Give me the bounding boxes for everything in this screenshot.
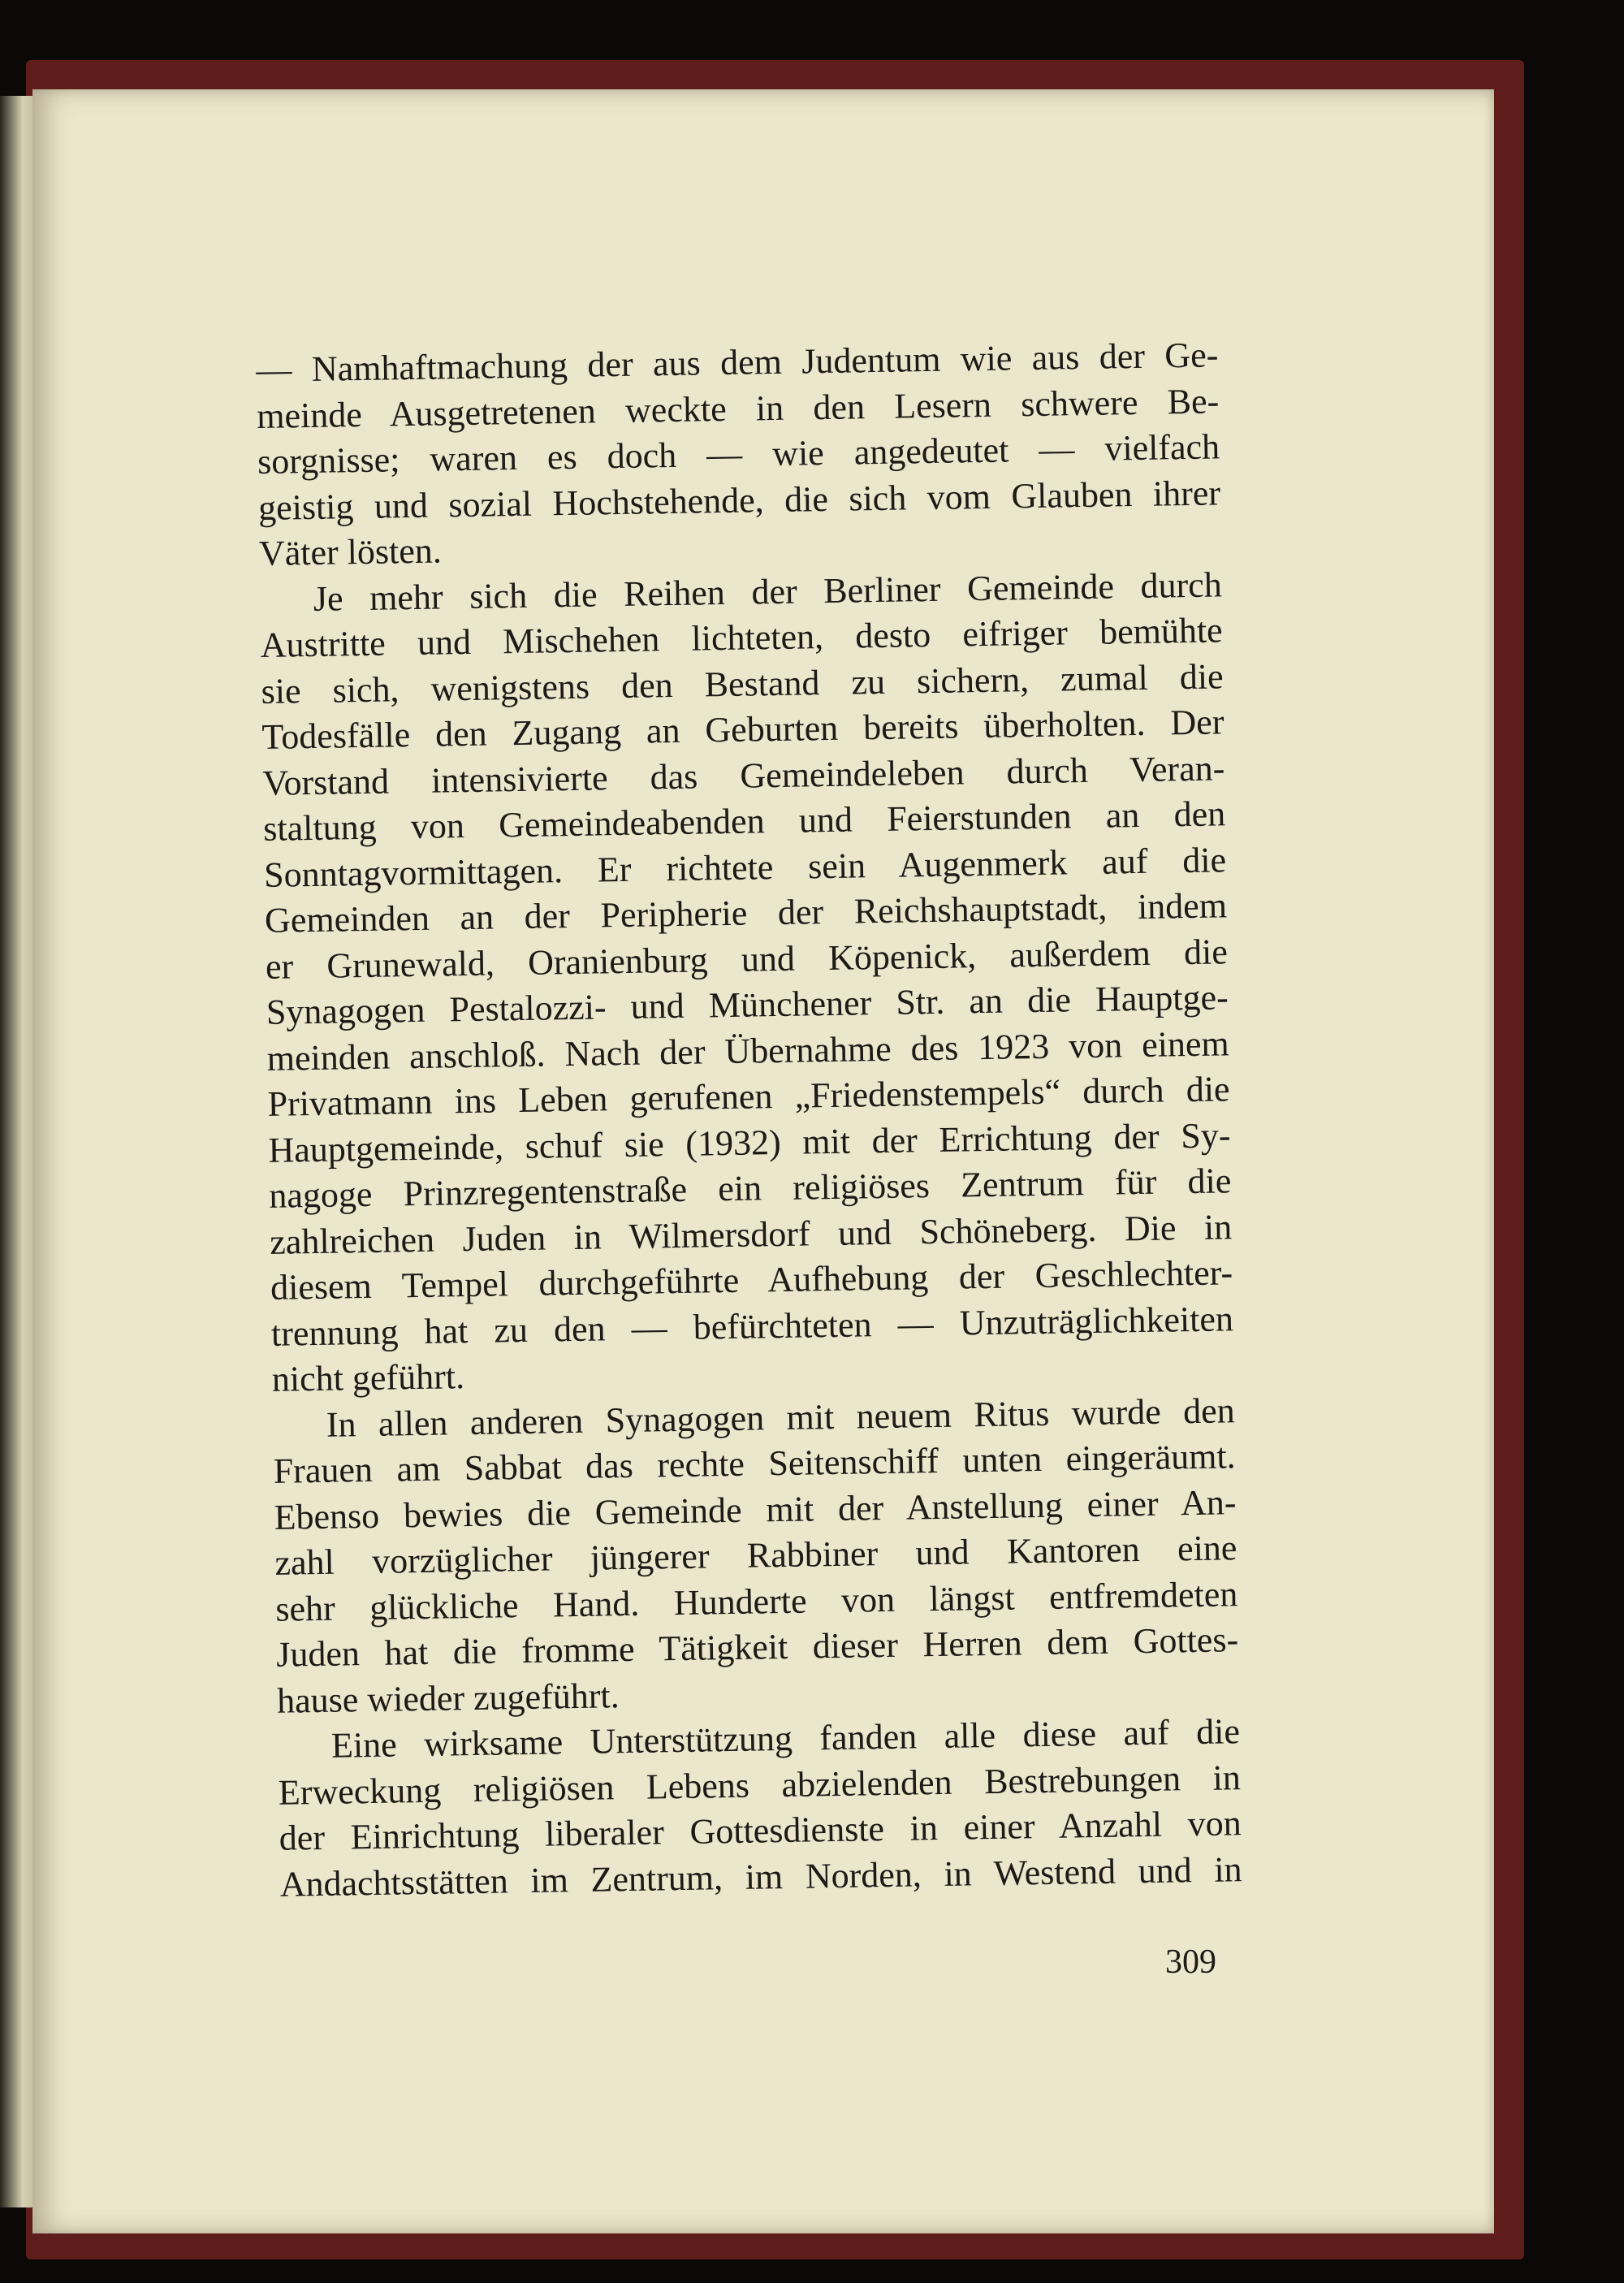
text-line: Privatmann ins Leben gerufenen „Friedenstempels“ durch die [267,1069,1230,1124]
previous-page-edge [0,96,32,2207]
paragraph-3 [272,1388,1239,1724]
page-number: 309 [1165,1944,1216,1981]
text-line: Sonntagvormittagen. Er richtete sein Augenmerk auf die [263,839,1227,895]
text-line: hause wieder zugeführt. [276,1675,620,1721]
text-line: meinden anschloß. Nach der Übernahme des 1923 von einem [266,1023,1229,1079]
text-line: Eine wirksame Unterstützung fanden alle diese auf die [330,1711,1241,1766]
text-line: diesem Tempel durchgeführte Aufhebung der Geschlechter- [270,1252,1233,1308]
text-line: In allen anderen Synagogen mit neuem Ritus wurde den [326,1390,1236,1445]
text-line: Synagogen Pestalozzi- und Münchener Str. an die Hauptge- [266,977,1229,1032]
text-line: Todesfälle den Zugang an Geburten bereits überholten. Der [261,702,1224,757]
text-line: Austritte und Mischehen lichteten, desto eifriger bemühte [260,610,1223,665]
text-line: Je mehr sich die Reihen der Berliner Gemeinde durch [313,564,1223,619]
paragraph-4 [278,1709,1242,1908]
book-page [32,89,1494,2233]
paragraph-1 [256,332,1221,577]
text-line: nicht geführt. [271,1356,465,1399]
text-line: staltung von Gemeindeabenden und Feierstunden an den [262,793,1226,849]
text-line: meinde Ausgetretenen weckte in den Lesern schwere Be- [256,380,1220,436]
text-line: er Grunewald, Oranienburg und Köpenick, außerdem die [265,931,1229,987]
text-line: geistig und sozial Hochstehende, die sich vom Glauben ihrer [257,472,1221,528]
text-line: zahlreichen Juden in Wilmersdorf und Schöneberg. Die in [269,1206,1233,1262]
text-line: trennung hat zu den — befürchteten — Unzuträglichkeiten [270,1298,1234,1354]
text-line: sie sich, wenigstens den Bestand zu sichern, zumal die [261,655,1224,711]
text-line: — Namhaftmachung der aus dem Judentum wie aus der Ge- [256,335,1219,390]
text-line: Vorstand intensivierte das Gemeindeleben durch Veran- [262,747,1225,803]
body-text [256,332,1242,1907]
text-line: Erweckung religiösen Lebens abzielenden Bestrebungen in [278,1757,1242,1813]
paragraph-2 [259,562,1234,1403]
text-line: Hauptgemeinde, schuf sie (1932) mit der Errichtung der Sy- [268,1114,1231,1170]
text-line: zahl vorzüglicher jüngerer Rabbiner und Kantoren eine [274,1528,1237,1583]
text-line: nagoge Prinzregentenstraße ein religiöses Zentrum für die [269,1161,1232,1216]
text-line: sehr glückliche Hand. Hunderte von längst entfremdeten [275,1573,1238,1629]
text-line: Frauen am Sabbat das rechte Seitenschiff unten eingeräumt. [273,1436,1236,1491]
text-line: Juden hat die fromme Tätigkeit dieser Herren dem Gottes- [275,1619,1239,1675]
text-line: Andachtsstätten im Zentrum, im Norden, in Westend und in [279,1848,1242,1905]
text-line: Gemeinden an der Peripherie der Reichshauptstadt, indem [264,885,1228,940]
text-line: Väter lösten. [258,530,443,573]
text-line: der Einrichtung liberaler Gottesdienste in einer Anzahl von [279,1803,1242,1858]
text-line: sorgnisse; waren es doch — wie angedeutet — vielfach [257,426,1220,482]
text-line: Ebenso bewies die Gemeinde mit der Anstellung einer An- [274,1481,1237,1537]
